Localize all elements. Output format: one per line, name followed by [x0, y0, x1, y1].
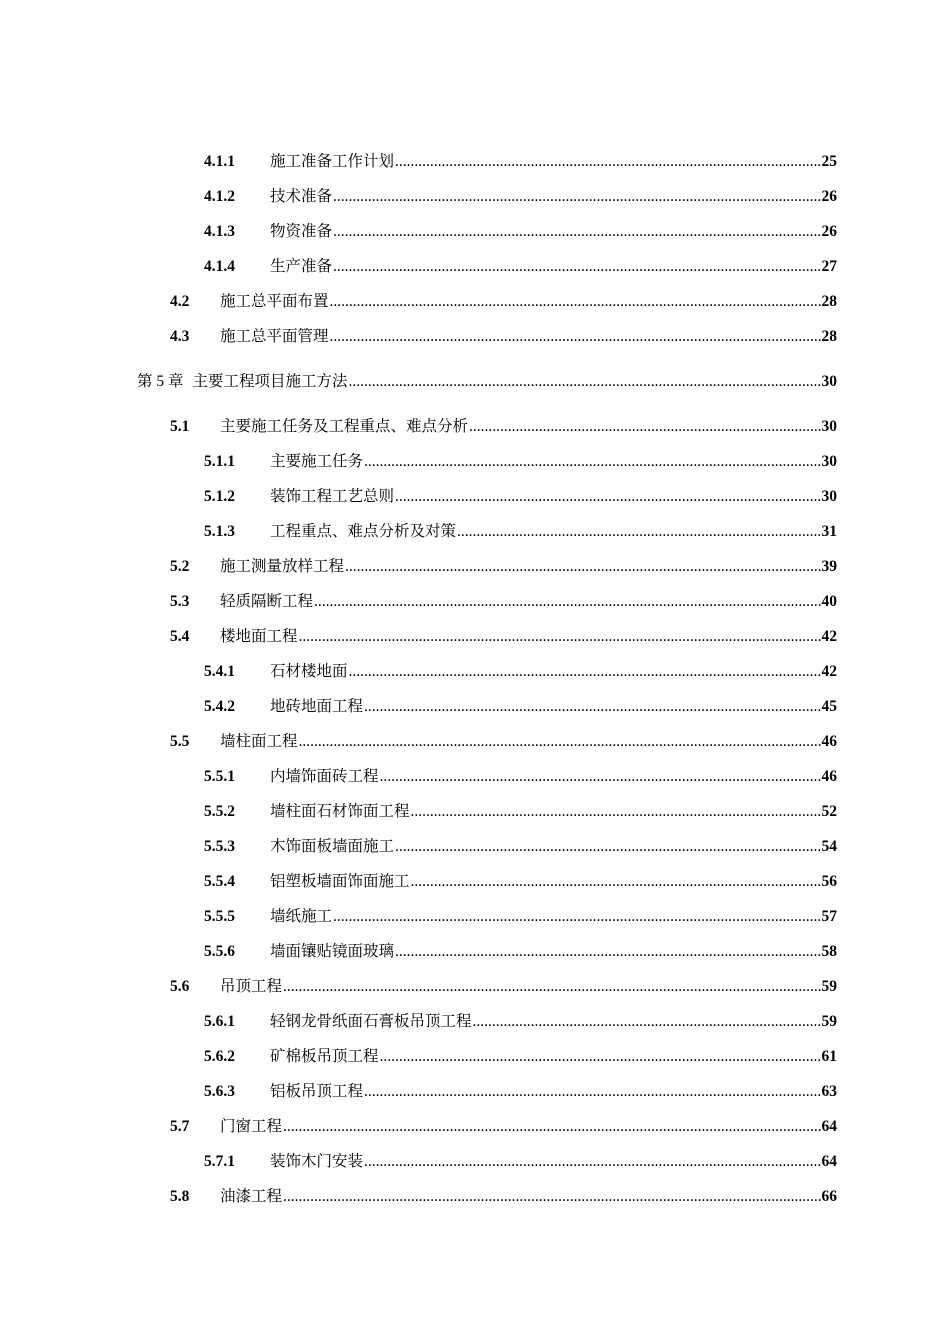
toc-entry-page-number: 64	[821, 1153, 837, 1170]
toc-entry-number: 5.5.3	[204, 838, 235, 855]
toc-entry[interactable]	[170, 1116, 837, 1136]
toc-entry-page-number: 27	[821, 258, 837, 275]
toc-entry[interactable]	[204, 451, 837, 471]
dot-leader	[411, 802, 821, 822]
toc-entry[interactable]	[204, 151, 837, 171]
toc-entry[interactable]	[204, 801, 837, 821]
toc-entry-page-number: 56	[821, 873, 837, 890]
toc-entry[interactable]	[204, 521, 837, 541]
toc-entry-page-number: 40	[821, 593, 837, 610]
dot-leader	[411, 872, 821, 892]
toc-entry[interactable]	[204, 221, 837, 241]
toc-entry-title: 矿棉板吊顶工程	[270, 1047, 379, 1065]
toc-entry-title: 门窗工程	[220, 1117, 283, 1135]
toc-entry-title: 装饰木门安装	[270, 1152, 364, 1170]
toc-entry[interactable]	[204, 836, 837, 856]
toc-entry-number: 5.1.3	[204, 523, 235, 540]
toc-entry-page-number: 58	[821, 943, 837, 960]
toc-entry-title: 生产准备	[270, 257, 333, 275]
toc-entry-title: 楼地面工程	[220, 627, 298, 645]
toc-entry-number: 5.5.5	[204, 908, 235, 925]
dot-leader	[395, 942, 820, 962]
toc-entry-number: 5.1.1	[204, 453, 235, 470]
toc-entry-number: 5.1	[170, 418, 190, 435]
toc-entry-page-number: 26	[821, 188, 837, 205]
toc-entry-page-number: 45	[821, 698, 837, 715]
dot-leader	[473, 1012, 821, 1032]
toc-entry-title: 主要施工任务及工程重点、难点分析	[220, 417, 469, 435]
toc-entry-title: 地砖地面工程	[270, 697, 364, 715]
toc-entry[interactable]	[170, 416, 837, 436]
toc-entry-page-number: 66	[821, 1188, 837, 1205]
dot-leader	[349, 372, 821, 392]
toc-entry-number: 第 5 章	[137, 373, 184, 390]
toc-entry-title: 轻钢龙骨纸面石膏板吊顶工程	[270, 1012, 472, 1030]
toc-entry-number: 5.2	[170, 558, 190, 575]
toc-entry[interactable]	[170, 326, 837, 346]
dot-leader	[333, 907, 820, 927]
toc-entry-number: 4.2	[170, 293, 190, 310]
toc-entry-number: 4.1.3	[204, 223, 235, 240]
toc-entry-page-number: 61	[821, 1048, 837, 1065]
toc-entry[interactable]	[204, 1081, 837, 1101]
dot-leader	[469, 417, 820, 437]
toc-entry-title: 施工总平面布置	[220, 292, 329, 310]
toc-entry-title: 施工总平面管理	[220, 327, 329, 345]
toc-entry-number: 4.3	[170, 328, 190, 345]
toc-entry[interactable]	[204, 871, 837, 891]
toc-entry-title: 内墙饰面砖工程	[270, 767, 379, 785]
toc-entry-title: 油漆工程	[220, 1187, 283, 1205]
toc-entry-page-number: 52	[821, 803, 837, 820]
toc-entry[interactable]	[170, 291, 837, 311]
toc-entry-number: 5.5.4	[204, 873, 235, 890]
dot-leader	[457, 522, 820, 542]
toc-entry-title: 主要工程项目施工方法	[192, 372, 348, 390]
dot-leader	[333, 222, 820, 242]
toc-entry-page-number: 25	[821, 153, 837, 170]
toc-entry[interactable]	[204, 1046, 837, 1066]
toc-entry[interactable]	[204, 1151, 837, 1171]
toc-entry[interactable]	[204, 256, 837, 276]
dot-leader	[364, 1152, 820, 1172]
dot-leader	[345, 557, 820, 577]
toc-entry-title: 吊顶工程	[220, 977, 283, 995]
toc-entry-number: 5.5.6	[204, 943, 235, 960]
toc-entry-page-number: 63	[821, 1083, 837, 1100]
toc-entry-page-number: 59	[821, 1013, 837, 1030]
toc-entry-page-number: 42	[821, 663, 837, 680]
dot-leader	[333, 257, 820, 277]
toc-entry-title: 施工准备工作计划	[270, 152, 395, 170]
toc-entry-title: 轻质隔断工程	[220, 592, 314, 610]
toc-entry-page-number: 28	[821, 293, 837, 310]
toc-entry-number: 5.3	[170, 593, 190, 610]
toc-entry-title: 墙柱面石材饰面工程	[270, 802, 410, 820]
toc-entry-number: 5.6.2	[204, 1048, 235, 1065]
toc-entry-page-number: 46	[821, 733, 837, 750]
toc-entry-number: 5.7	[170, 1118, 190, 1135]
toc-entry-title: 墙柱面工程	[220, 732, 298, 750]
toc-entry-number: 5.6.1	[204, 1013, 235, 1030]
toc-entry[interactable]	[204, 906, 837, 926]
toc-entry-page-number: 30	[821, 453, 837, 470]
dot-leader	[364, 697, 820, 717]
toc-entry[interactable]	[204, 766, 837, 786]
toc-entry-number: 5.5	[170, 733, 190, 750]
dot-leader	[283, 1187, 820, 1207]
dot-leader	[349, 662, 821, 682]
toc-entry-number: 5.5.2	[204, 803, 235, 820]
toc-entry[interactable]	[170, 626, 837, 646]
toc-entry-number: 5.4	[170, 628, 190, 645]
toc-entry-page-number: 39	[821, 558, 837, 575]
toc-entry-page-number: 26	[821, 223, 837, 240]
toc-entry-title: 物资准备	[270, 222, 333, 240]
dot-leader	[395, 487, 820, 507]
toc-entry-title: 工程重点、难点分析及对策	[270, 522, 457, 540]
dot-leader	[283, 977, 820, 997]
toc-entry[interactable]	[170, 1186, 837, 1206]
toc-entry-number: 4.1.2	[204, 188, 235, 205]
toc-entry-number: 5.7.1	[204, 1153, 235, 1170]
toc-entry[interactable]	[137, 371, 837, 391]
toc-entry-title: 铝板吊顶工程	[270, 1082, 364, 1100]
toc-entry-number: 5.4.2	[204, 698, 235, 715]
toc-entry-number: 4.1.4	[204, 258, 235, 275]
toc-entry-number: 5.4.1	[204, 663, 235, 680]
toc-entry-page-number: 64	[821, 1118, 837, 1135]
toc-entry-page-number: 30	[821, 488, 837, 505]
toc-entry-page-number: 31	[821, 523, 837, 540]
toc-entry-page-number: 42	[821, 628, 837, 645]
toc-entry[interactable]	[204, 1011, 837, 1031]
dot-leader	[333, 187, 820, 207]
toc-entry-number: 5.5.1	[204, 768, 235, 785]
dot-leader	[330, 327, 821, 347]
dot-leader	[283, 1117, 820, 1137]
toc-entry[interactable]	[170, 731, 837, 751]
toc-entry-number: 4.1.1	[204, 153, 235, 170]
toc-entry-page-number: 59	[821, 978, 837, 995]
toc-entry-page-number: 57	[821, 908, 837, 925]
dot-leader	[364, 1082, 820, 1102]
toc-entry[interactable]	[204, 661, 837, 681]
toc-entry-title: 墙面镶贴镜面玻璃	[270, 942, 395, 960]
toc-entry-title: 墙纸施工	[270, 907, 333, 925]
toc-entry-title: 主要施工任务	[270, 452, 364, 470]
dot-leader	[395, 152, 820, 172]
toc-entry-title: 施工测量放样工程	[220, 557, 345, 575]
dot-leader	[395, 837, 820, 857]
dot-leader	[299, 627, 821, 647]
toc-entry[interactable]	[204, 486, 837, 506]
toc-entry-page-number: 46	[821, 768, 837, 785]
dot-leader	[299, 732, 821, 752]
toc-entry[interactable]	[204, 186, 837, 206]
toc-entry[interactable]	[204, 696, 837, 716]
toc-entry[interactable]	[170, 591, 837, 611]
toc-entry[interactable]	[204, 941, 837, 961]
toc-entry-title: 铝塑板墙面饰面施工	[270, 872, 410, 890]
toc-entry-title: 技术准备	[270, 187, 333, 205]
toc-entry-title: 装饰工程工艺总则	[270, 487, 395, 505]
toc-entry-title: 石材楼地面	[270, 662, 348, 680]
toc-entry-number: 5.8	[170, 1188, 190, 1205]
dot-leader	[330, 292, 821, 312]
toc-entry-number: 5.6	[170, 978, 190, 995]
toc-entry-number: 5.6.3	[204, 1083, 235, 1100]
toc-entry-page-number: 28	[821, 328, 837, 345]
toc-entry[interactable]	[170, 976, 837, 996]
toc-entry-title: 木饰面板墙面施工	[270, 837, 395, 855]
dot-leader	[380, 767, 821, 787]
toc-entry[interactable]	[170, 556, 837, 576]
dot-leader	[314, 592, 820, 612]
toc-entry-page-number: 30	[821, 418, 837, 435]
toc-entry-page-number: 54	[821, 838, 837, 855]
dot-leader	[364, 452, 820, 472]
dot-leader	[380, 1047, 821, 1067]
toc-entry-number: 5.1.2	[204, 488, 235, 505]
toc-entry-page-number: 30	[821, 373, 837, 390]
